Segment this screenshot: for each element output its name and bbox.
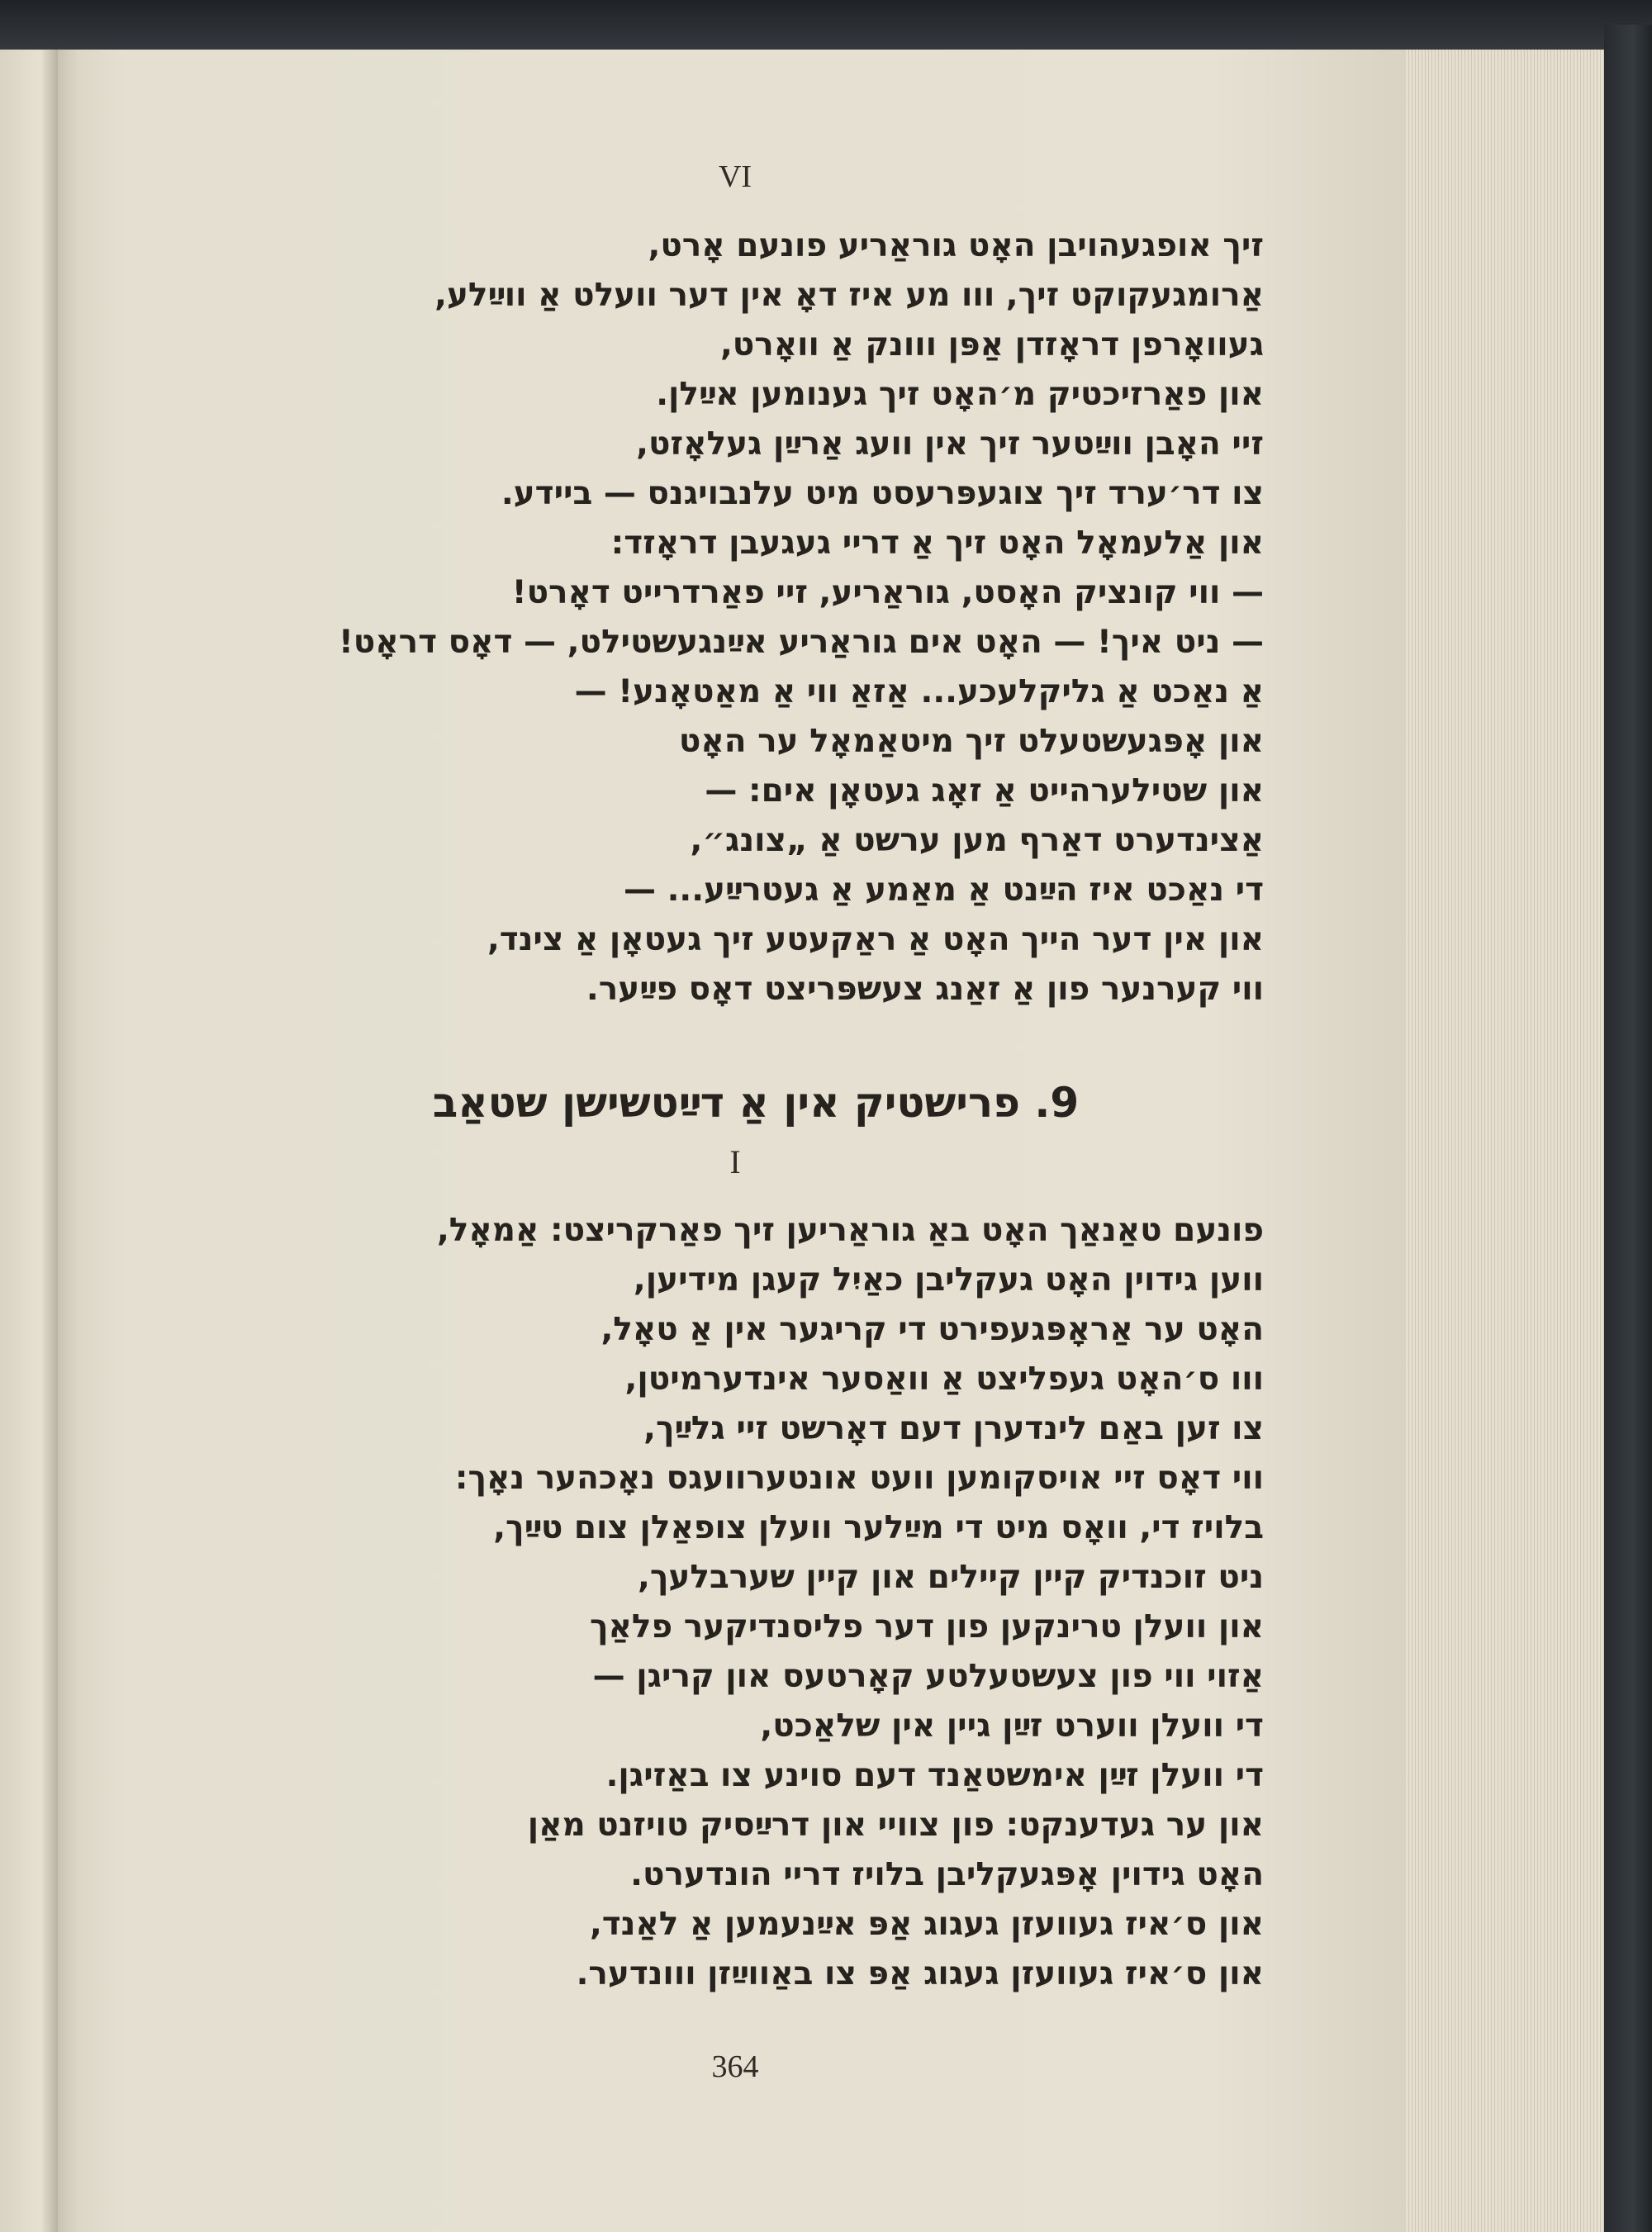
poem-line: ווי קערנער פון אַ זאַנג צעשפּריצט דאָס פײַער. bbox=[586, 971, 1264, 1008]
poem-line: און פאַרזיכטיק מ׳האָט זיך גענומען אײַלן. bbox=[656, 376, 1264, 413]
poem-line: אַ נאַכט אַ גליקלעכע... אַזאַ ווי אַ מאַטאָנע! — bbox=[574, 673, 1264, 710]
poem-line: האָט גידוין אָפּגעקליבן בלויז דריי הונדערט. bbox=[630, 1856, 1264, 1893]
poem-line: בלויז די, וואָס מיט די מײַלער וועלן צופאַלן צום טײַך, bbox=[493, 1509, 1264, 1546]
poem-stanza-1 bbox=[248, 221, 1264, 1014]
poem-line: און אַלעמאָל האָט זיך אַ דריי געגעבן דראָזד: bbox=[610, 525, 1264, 562]
poem-line: האָט ער אַראָפּגעפירט די קריגער אין אַ טאָל, bbox=[601, 1311, 1264, 1348]
poem-line: און שטילערהייט אַ זאָג געטאָן אים: — bbox=[705, 772, 1264, 810]
facing-page-edge bbox=[0, 50, 58, 2232]
book-cover-spine bbox=[1604, 25, 1652, 2232]
page-number: 364 bbox=[711, 2049, 759, 2084]
poem-line: די וועלן ווערט זײַן גיין אין שלאַכט, bbox=[760, 1707, 1264, 1745]
section-title: 9. פרישטיק אין אַ דײַטשישן שטאַב bbox=[432, 1079, 1080, 1127]
poem-line: און וועלן טרינקען פון דער פליסנדיקער פלאַך bbox=[589, 1608, 1264, 1646]
poem-line: זיי האָבן ווײַטער זיך אין וועג אַרײַן געלאָזט, bbox=[636, 425, 1264, 463]
running-head: VI bbox=[718, 159, 752, 194]
poem-line: און אין דער הייך האָט אַ ראַקעטע זיך געטאָן אַ צינד, bbox=[487, 921, 1264, 958]
poem-line: ניט זוכנדיק קיין קיילים און קיין שערבלעך, bbox=[638, 1559, 1264, 1596]
poem-line: — ניט איך! — האָט אים גוראַריע אײַנגעשטילט, — דאָס דראָט! bbox=[339, 624, 1264, 661]
poem-line: און ער געדענקט: פון צוויי און דרײַסיק טויזנט מאַן bbox=[527, 1807, 1264, 1844]
poem-line: פונעם טאַנאַך האָט באַ גוראַריען זיך פאַרקריצט: אַמאָל, bbox=[436, 1212, 1264, 1249]
poem-line: און ס׳איז געוועזן געגוג אַפּ צו באַווײַזן ווונדער. bbox=[576, 1955, 1264, 1992]
poem-line: ווו ס׳האָט געפליצט אַ וואַסער אינדערמיטן, bbox=[624, 1361, 1264, 1398]
poem-line: אַרומגעקוקט זיך, ווו מע איז דאָ אין דער וועלט אַ ווײַלע, bbox=[434, 277, 1264, 314]
poem-line: געוואָרפן דראָזדן אַפּן ווונק אַ וואָרט, bbox=[719, 326, 1264, 363]
poem-line: זיך אופגעהויבן האָט גוראַריע פונעם אָרט, bbox=[648, 227, 1264, 264]
poem-line: — ווי קונציק האָסט, גוראַריע, זיי פאַרדרייט דאָרט! bbox=[511, 574, 1264, 611]
poem-line: אַזוי ווי פון צעשטעלטע קאָרטעס און קריגן — bbox=[592, 1658, 1264, 1695]
poem-line: די נאַכט איז הײַנט אַ מאַמע אַ געטרײַע... — bbox=[624, 871, 1264, 909]
poem-line: צו זען באַם לינדערן דעם דאָרשט זיי גלײַך, bbox=[643, 1410, 1264, 1447]
poem-line: און אָפּגעשטעלט זיך מיטאַמאָל ער האָט bbox=[678, 723, 1264, 760]
poem-line: ווען גידוין האָט געקליבן כאַיִל קעגן מידיען, bbox=[633, 1261, 1264, 1299]
poem-line: אַצינדערט דאַרף מען ערשט אַ „צונג״, bbox=[690, 822, 1264, 859]
poem-line: ווי דאָס זיי אויסקומען וועט אונטערוועגס נאָכהער נאָך: bbox=[454, 1460, 1264, 1497]
poem-line: די וועלן זײַן אימשטאַנד דעם סוינע צו באַזיגן. bbox=[605, 1757, 1264, 1794]
page-block-edge bbox=[1406, 50, 1604, 2232]
poem-stanza-2 bbox=[248, 1206, 1264, 1999]
poem-line: צו דר׳ערד זיך צוגעפּרעסט מיט עלנבויגנס — ביידע. bbox=[501, 475, 1264, 512]
poem-line: און ס׳איז געוועזן געגוג אַפּ אײַנעמען אַ לאַנד, bbox=[589, 1906, 1264, 1943]
section-number: I bbox=[729, 1143, 741, 1180]
